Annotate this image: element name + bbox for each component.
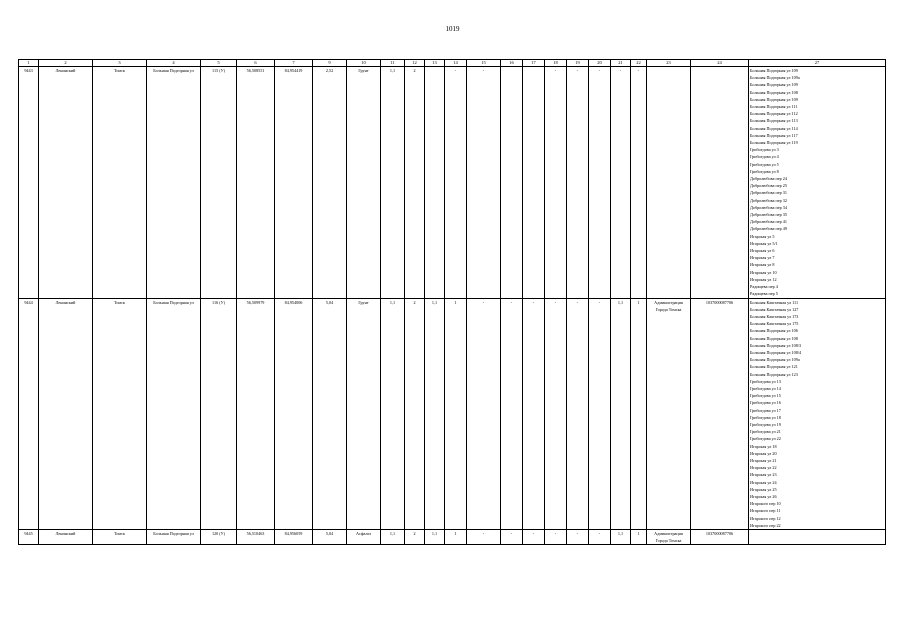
address-item: Большая Подгорная ул 108/4 bbox=[750, 349, 802, 355]
table-cell: - bbox=[467, 530, 501, 545]
column-header: 7 bbox=[275, 60, 313, 67]
table-cell: Томск bbox=[93, 67, 147, 299]
table-cell: - bbox=[501, 530, 523, 545]
address-item: Большая Подгорная ул 113 bbox=[750, 118, 798, 124]
table-cell: 5,04 bbox=[313, 298, 347, 530]
table-cell: 1 bbox=[631, 530, 647, 545]
address-item: Добролюбова пер 41 bbox=[750, 219, 787, 225]
table-cell: 2,52 bbox=[313, 67, 347, 299]
address-item: Большая Подгорная ул 109 bbox=[750, 82, 798, 88]
table-cell: Большая Подгорная ул bbox=[147, 298, 201, 530]
address-item: Грибоедова ул 19 bbox=[750, 421, 781, 427]
address-item: Игарская ул 26 bbox=[750, 493, 777, 499]
address-item: Грибоедова ул 15 bbox=[750, 393, 781, 399]
table-cell: 1,1 bbox=[381, 67, 405, 299]
table-cell: Асфальт bbox=[347, 530, 381, 545]
column-header: 18 bbox=[545, 60, 567, 67]
table-cell: Томск bbox=[93, 298, 147, 530]
table-cell: 84,954419 bbox=[275, 67, 313, 299]
address-item: Грибоедова ул 18 bbox=[750, 414, 781, 420]
table-cell: 9443 bbox=[19, 67, 39, 299]
address-item: Большая Каштачная ул 111 bbox=[750, 299, 799, 305]
table-cell: - bbox=[445, 67, 467, 299]
table-cell: Ленинский bbox=[39, 67, 93, 299]
column-header: 5 bbox=[201, 60, 237, 67]
table-cell: 2 bbox=[405, 298, 425, 530]
table-cell bbox=[425, 67, 445, 299]
table-cell: 116 (У) bbox=[201, 298, 237, 530]
address-item: Большая Подгорная ул 108 bbox=[750, 89, 798, 95]
address-item: Грибоедова ул 14 bbox=[750, 385, 781, 391]
table-cell: 1,1 bbox=[425, 298, 445, 530]
address-item: Большая Каштачная ул 127 bbox=[750, 306, 799, 312]
column-header: 6 bbox=[237, 60, 275, 67]
table-cell: 5,04 bbox=[313, 530, 347, 545]
address-item: Игарская ул 21 bbox=[750, 457, 777, 463]
table-row bbox=[19, 298, 886, 530]
address-item: Большая Подгорная ул 108 bbox=[750, 335, 798, 341]
address-item: Игарская ул 6 bbox=[750, 248, 775, 254]
table-cell: 1 bbox=[631, 298, 647, 530]
table-cell bbox=[691, 67, 749, 299]
column-header: 1 bbox=[19, 60, 39, 67]
column-header: 3 bbox=[93, 60, 147, 67]
table-cell bbox=[523, 67, 545, 299]
address-item: Добролюбова пер 35 bbox=[750, 212, 787, 218]
column-header: 20 bbox=[589, 60, 611, 67]
address-item: Большая Подгорная ул 109а bbox=[750, 357, 800, 363]
address-item: Большая Подгорная ул 114 bbox=[750, 125, 798, 131]
data-table bbox=[18, 59, 886, 545]
table-cell: - bbox=[567, 530, 589, 545]
page-number: 1019 bbox=[445, 25, 460, 33]
column-header: 19 bbox=[567, 60, 589, 67]
table-cell: - bbox=[501, 298, 523, 530]
column-header: 12 bbox=[405, 60, 425, 67]
address-item: Игарского пер 11 bbox=[750, 508, 781, 514]
address-item: Большая Подгорная ул 106 bbox=[750, 328, 798, 334]
address-item: Большая Подгорная ул 112 bbox=[750, 111, 798, 117]
address-item: Добролюбова пер 31 bbox=[750, 190, 787, 196]
column-header: 22 bbox=[631, 60, 647, 67]
table-cell: - bbox=[589, 530, 611, 545]
table-cell: Ленинский bbox=[39, 298, 93, 530]
address-item: Игарская ул 7 bbox=[750, 255, 775, 261]
address-item: Игарская ул 12 bbox=[750, 276, 777, 282]
column-header: 15 bbox=[467, 60, 501, 67]
table-cell: - bbox=[545, 530, 567, 545]
table-cell: Грунт bbox=[347, 67, 381, 299]
address-item: Игарского пер 22 bbox=[750, 522, 781, 528]
table-cell: Большая Подгорная ул bbox=[147, 530, 201, 545]
address-item: Большая Подгорная ул 108/3 bbox=[750, 342, 802, 348]
table-cell: Администрация Города Томска bbox=[647, 298, 691, 530]
column-header: 2 bbox=[39, 60, 93, 67]
table-row bbox=[19, 530, 886, 545]
address-item: Добролюбова пер 49 bbox=[750, 226, 787, 232]
column-header: 16 bbox=[501, 60, 523, 67]
table-cell: 84,954006 bbox=[275, 298, 313, 530]
address-item: Радищева пер 5 bbox=[750, 291, 778, 297]
address-item: Большая Подгорная ул 121 bbox=[750, 364, 798, 370]
table-cell: 1037000087706 bbox=[691, 298, 749, 530]
address-item: Большая Подгорная ул 109 bbox=[750, 68, 798, 73]
table-cell: 1,1 bbox=[611, 530, 631, 545]
address-item: Грибоедова ул 13 bbox=[750, 378, 781, 384]
address-item: Большая Подгорная ул 109а bbox=[750, 75, 800, 81]
table-cell: 115 (У) bbox=[201, 67, 237, 299]
address-item: Большая Подгорная ул 109 bbox=[750, 96, 798, 102]
address-item: Большая Подгорная ул 119 bbox=[750, 140, 798, 146]
column-header: 4 bbox=[147, 60, 201, 67]
table-cell: 56,508551 bbox=[237, 67, 275, 299]
address-list bbox=[749, 298, 886, 530]
address-item: Радищева пер 4 bbox=[750, 284, 778, 290]
table-cell: - bbox=[567, 298, 589, 530]
column-header: 27 bbox=[749, 60, 886, 67]
address-item: Игарская ул 25 bbox=[750, 486, 777, 492]
table-cell: 1,1 bbox=[381, 298, 405, 530]
address-list bbox=[749, 67, 886, 299]
address-item: Игарская ул 22 bbox=[750, 465, 777, 471]
address-item: Игарская ул 8 bbox=[750, 262, 775, 268]
table-cell: 1 bbox=[445, 298, 467, 530]
table-cell: - bbox=[611, 67, 631, 299]
address-list bbox=[749, 530, 886, 545]
address-item: Игарская ул 10 bbox=[750, 269, 777, 275]
address-item: Большая Подгорная ул 117 bbox=[750, 132, 798, 138]
table-cell: - bbox=[545, 67, 567, 299]
table-cell: 84,956059 bbox=[275, 530, 313, 545]
address-item: Большая Подгорная ул 123 bbox=[750, 371, 798, 377]
address-item: Грибоедова ул 21 bbox=[750, 429, 781, 435]
address-item: Грибоедова ул 22 bbox=[750, 436, 781, 442]
address-item: Игарская ул 24 bbox=[750, 479, 777, 485]
address-item: Грибоедова ул 16 bbox=[750, 400, 781, 406]
table-cell: Ленинский bbox=[39, 530, 93, 545]
table-cell: Администрация Города Томска bbox=[647, 530, 691, 545]
address-item: Грибоедова ул 5 bbox=[750, 161, 779, 167]
table-cell: Грунт bbox=[347, 298, 381, 530]
table-cell: 2 bbox=[405, 67, 425, 299]
table-cell: 120 (У) bbox=[201, 530, 237, 545]
table-cell bbox=[501, 67, 523, 299]
address-item: Большая Каштачная ул 173 bbox=[750, 313, 799, 319]
table-row bbox=[19, 67, 886, 299]
address-item: Добролюбова пер 24 bbox=[750, 176, 787, 182]
address-item: Игарского пер 12 bbox=[750, 515, 781, 521]
address-item: Игарская ул 18 bbox=[750, 443, 777, 449]
table-cell: - bbox=[523, 298, 545, 530]
address-item: Большая Подгорная ул 111 bbox=[750, 104, 798, 110]
column-header: 11 bbox=[381, 60, 405, 67]
table-cell: - bbox=[589, 67, 611, 299]
column-header: 24 bbox=[691, 60, 749, 67]
table-cell: 1,1 bbox=[381, 530, 405, 545]
column-header: 10 bbox=[347, 60, 381, 67]
table-cell: Большая Подгорная ул bbox=[147, 67, 201, 299]
table-cell: 1 bbox=[445, 530, 467, 545]
address-item: Добролюбова пер 34 bbox=[750, 204, 787, 210]
column-header: 9 bbox=[313, 60, 347, 67]
table-cell bbox=[647, 67, 691, 299]
table-cell: - bbox=[467, 298, 501, 530]
table-cell: - bbox=[589, 298, 611, 530]
table-cell: Томск bbox=[93, 530, 147, 545]
table-cell: 56,509979 bbox=[237, 298, 275, 530]
column-header: 23 bbox=[647, 60, 691, 67]
address-item: Игарская ул 5/1 bbox=[750, 240, 778, 246]
address-item: Грибоедова ул 3 bbox=[750, 147, 779, 153]
column-header: 17 bbox=[523, 60, 545, 67]
address-item: Игарского пер 10 bbox=[750, 501, 781, 507]
address-item: Добролюбова пер 32 bbox=[750, 197, 787, 203]
address-item: Игарская ул 5 bbox=[750, 233, 775, 239]
address-item: Игарская ул 23 bbox=[750, 472, 777, 478]
address-item: Грибоедова ул 8 bbox=[750, 168, 779, 174]
table-cell: 1,1 bbox=[611, 298, 631, 530]
header-row bbox=[19, 60, 886, 67]
table-cell: 1,1 bbox=[425, 530, 445, 545]
table-cell: 2 bbox=[405, 530, 425, 545]
table-cell: - bbox=[567, 67, 589, 299]
address-item: Игарская ул 20 bbox=[750, 450, 777, 456]
table-cell: - bbox=[631, 67, 647, 299]
address-item: Добролюбова пер 25 bbox=[750, 183, 787, 189]
column-header: 21 bbox=[611, 60, 631, 67]
column-header: 14 bbox=[445, 60, 467, 67]
address-item: Большая Каштачная ул 175 bbox=[750, 321, 799, 327]
address-item: Грибоедова ул 4 bbox=[750, 154, 779, 160]
table-cell: - bbox=[545, 298, 567, 530]
table-cell: 9445 bbox=[19, 530, 39, 545]
table-cell: - bbox=[523, 530, 545, 545]
address-item: Грибоедова ул 17 bbox=[750, 407, 781, 413]
table-cell: 1037000087706 bbox=[691, 530, 749, 545]
table-cell: 9444 bbox=[19, 298, 39, 530]
column-header: 13 bbox=[425, 60, 445, 67]
table-cell: - bbox=[467, 67, 501, 299]
table-cell: 56,510463 bbox=[237, 530, 275, 545]
